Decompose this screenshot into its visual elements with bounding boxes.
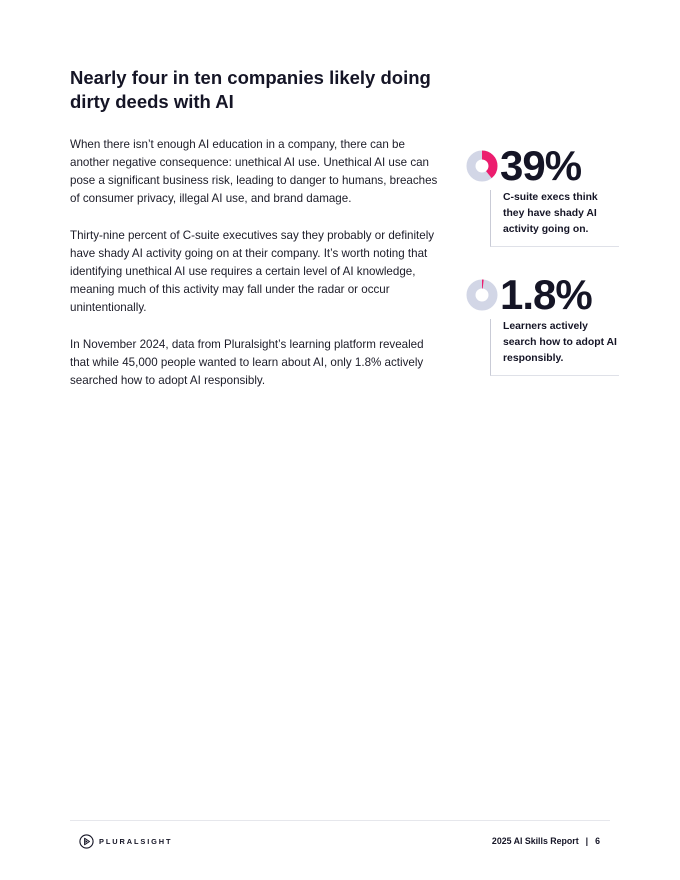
paragraph: Thirty-nine percent of C-suite executives say they probably or definitely have shady AI activity going on at their company. It’s worth noting that identifying unethical AI use requires a certain level of AI knowledge, meaning much of this activity may fall under the radar or occur unintentionally. xyxy=(70,229,435,314)
footer-info xyxy=(492,835,600,847)
body-text xyxy=(70,136,442,409)
footer-separator: | xyxy=(585,836,589,846)
page-number: 6 xyxy=(595,836,600,846)
page-title: Nearly four in ten companies likely doing dirty deeds with AI xyxy=(70,67,431,112)
stat-caption: Learners actively search how to adopt AI responsibly. xyxy=(490,319,619,376)
donut-chart-icon xyxy=(466,150,498,182)
pluralsight-play-icon xyxy=(79,834,94,849)
donut-chart-icon xyxy=(466,279,498,311)
paragraph: In November 2024, data from Pluralsight’s learning platform revealed that while 45,000 people wanted to learn about AI, only 1.8% actively searched how to adopt AI responsibly. xyxy=(70,338,424,387)
pluralsight-logo xyxy=(79,833,172,849)
report-title: 2025 AI Skills Report xyxy=(491,836,579,846)
paragraph: When there isn’t enough AI education in a company, there can be another negative consequence: unethical AI use. Unethical AI use can pose a significant business risk, leading to danger to humans, breaches of consumer privacy, illegal AI use, and brand damage. xyxy=(70,138,438,205)
stat-value: 39% xyxy=(500,142,582,189)
footer-divider xyxy=(70,820,610,821)
logo-text: PLURALSIGHT xyxy=(99,836,173,846)
stat-caption: C-suite execs think they have shady AI activity going on. xyxy=(490,190,619,247)
stat-value: 1.8% xyxy=(500,271,592,318)
donut-track xyxy=(471,284,493,306)
